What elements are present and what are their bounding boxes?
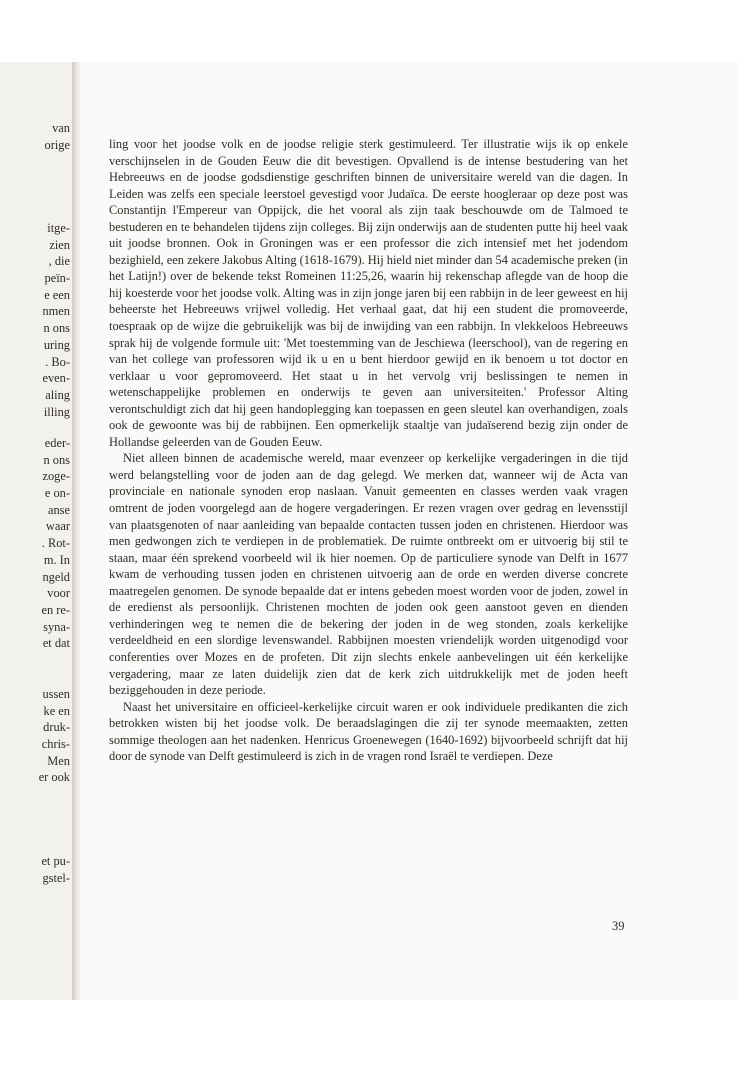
- left-page-text-fragment: [0, 220, 70, 420]
- left-page-line: m. In: [43, 552, 70, 567]
- left-page-line: er ook: [38, 770, 70, 785]
- left-page-line: waar: [45, 519, 70, 534]
- left-page-line: peïn-: [44, 271, 70, 286]
- left-page-line: e een: [44, 287, 70, 302]
- left-page-line: anse: [47, 502, 70, 517]
- left-page-line: voor: [47, 586, 70, 601]
- left-page-text-fragment: [0, 686, 70, 786]
- left-page-line: zien: [49, 237, 70, 252]
- left-page-line: n ons: [43, 452, 70, 467]
- left-page-line: . Bo-: [45, 354, 70, 369]
- left-page-text-fragment: [0, 435, 70, 652]
- left-page-line: orige: [44, 137, 70, 152]
- left-page-text-fragment: [0, 120, 70, 153]
- book-gutter: [72, 62, 80, 1000]
- left-page-line: en re-: [41, 602, 70, 617]
- body-text: [109, 136, 628, 765]
- left-page-line: e on-: [44, 486, 70, 501]
- left-page-line: gstel-: [42, 870, 70, 885]
- left-page-line: ussen: [42, 687, 70, 701]
- left-page-line: ke en: [43, 703, 70, 718]
- left-page-line: , die: [48, 254, 70, 269]
- left-page-line: itge-: [47, 221, 70, 235]
- left-page-line: even-: [42, 371, 70, 386]
- paragraph: ling voor het joodse volk en de joodse religie sterk gestimuleerd. Ter illustratie wijs ik op enkele verschijnselen in de Gouden Eeuw die dit bevestigen. Opvallend is de intense bestudering van het Hebreeuws en de joodse godsdienstige geschriften binnen de universitaire wereld van die dagen. In Leiden was zelfs een speciale leerstoel gevestigd voor Judaïca. De eerste hoogleraar op deze post was Constantijn l'Empereur van Oppijck, die het vooral als zijn taak beschouwde om de Talmoed te bestuderen en te behandelen tijdens zijn colleges. Bij zijn onderwijs aan de studenten putte hij heel vaak uit joodse bronnen. Ook in Groningen was er een professor die zich intensief met het jodendom bezighield, een zekere Jakobus Alting (1618-1679). Hij hield niet minder dan 54 academische preken (in het Latijn!) over de bekende tekst Romeinen 11:25,26, waarin hij rekenschap aflegde van de hoop die hij koesterde voor het joodse volk. Alting was in zijn jonge jaren bij een rabbijn in de leer geweest en hij beheerste het Hebreeuws vrijwel volledig. Het verhaal gaat, dat hij een student die promoveerde, toespraak op de wijze die gebruikelijk was bij de inwijding van een rabbijn. In vlekkeloos Hebreeuws sprak hij de volgende formule uit: 'Met toestemming van de Jeschiewa (leerschool), van de regering en van het college van professoren wijd ik u en u bent hierdoor gewijd en ik benoem u tot doctor en verklaar u voor gepromoveerd. Het staat u in het vervolg vrij beslissingen te nemen in wetenschappelijke problemen en onderwijs te geven aan universiteiten.' Professor Alting verontschuldigt zich dat hij geen handoplegging kan toepassen en geen sleutel kan overhandigen, zoals ook de gewoonte was bij de rabbijnen. Een opmerkelijk staaltje van judaïserend bezig zijn onder de Hollandse geleerden van de Gouden Eeuw.: [109, 137, 628, 449]
- left-page-line: ngeld: [42, 569, 70, 584]
- left-page-line: nmen: [42, 304, 70, 319]
- left-page-line: et pu-: [41, 854, 70, 868]
- left-page-line: Men: [47, 753, 70, 768]
- left-page-line: eder-: [44, 436, 70, 450]
- left-page-line: chris-: [41, 737, 70, 752]
- left-page-line: zoge-: [42, 469, 70, 484]
- left-page-line: uring: [43, 337, 70, 352]
- left-page-text-fragment: [0, 853, 70, 886]
- left-page-line: illing: [43, 404, 70, 419]
- left-page-line: n ons: [43, 321, 70, 336]
- page-number: 39: [612, 919, 625, 933]
- left-page-line: et dat: [42, 636, 70, 651]
- left-page-line: aling: [45, 387, 70, 402]
- left-page-line: druk-: [43, 720, 70, 735]
- paragraph: Niet alleen binnen de academische wereld, maar evenzeer op kerkelijke vergaderingen in die tijd werd belangstelling voor de joden aan de dag gelegd. We merken dat, wanneer wij de Acta van provinciale en nationale synoden erop naslaan. Vanuit gemeenten en classes werden vaak vragen omtrent de joden voorgelegd aan de hogere vergaderingen. Er rezen vragen over gedrag en levensstijl van plaatsgenoten of naar aanleiding van bepaalde contacten tussen joden en christenen. Hierdoor was men gedwongen zich te verdiepen in de problematiek. De ruimte ontbreekt om er uitvoerig bij stil te staan, maar één sprekend voorbeeld wil ik hier noemen. Op de particuliere synode van Delft in 1677 kwam de verhouding tussen joden en christenen uitvoerig aan de orde en werden diverse concrete maatregelen genomen. De synode bepaalde dat er intens gebeden moest worden voor de joden, zowel in de eredienst als persoonlijk. Christenen mochten de joden ook geen aanstoot geven en dienden verhinderingen weg te nemen die de bekering der joden in de weg stonden, zoals kerkelijke verdeeldheid en een slordige levenswandel. Rabbijnen moesten vriendelijk worden uitgenodigd voor conferenties over Mozes en de profeten. Dit zijn slechts enkele aanbevelingen uit één kerkelijke vergadering, maar ze laten duidelijk zien dat de kerk zich uitdrukkelijk met de joden heeft beziggehouden in deze periode.: [109, 451, 628, 698]
- left-page-line: . Rot-: [41, 536, 70, 551]
- paragraph: Naast het universitaire en officieel-kerkelijke circuit waren er ook individuele predikanten die zich betrokken wisten bij het joodse volk. De beraadslagingen die zij ter synode meemaakten, zetten sommige theologen aan het nadenken. Henricus Groenewegen (1640-1692) bijvoorbeeld schrijft dat hij door de synode van Delft gestimuleerd is zich in de vragen rond Israël te verdiepen. Deze: [109, 699, 628, 764]
- left-page-line: van: [52, 121, 70, 135]
- left-page-line: syna-: [43, 619, 70, 634]
